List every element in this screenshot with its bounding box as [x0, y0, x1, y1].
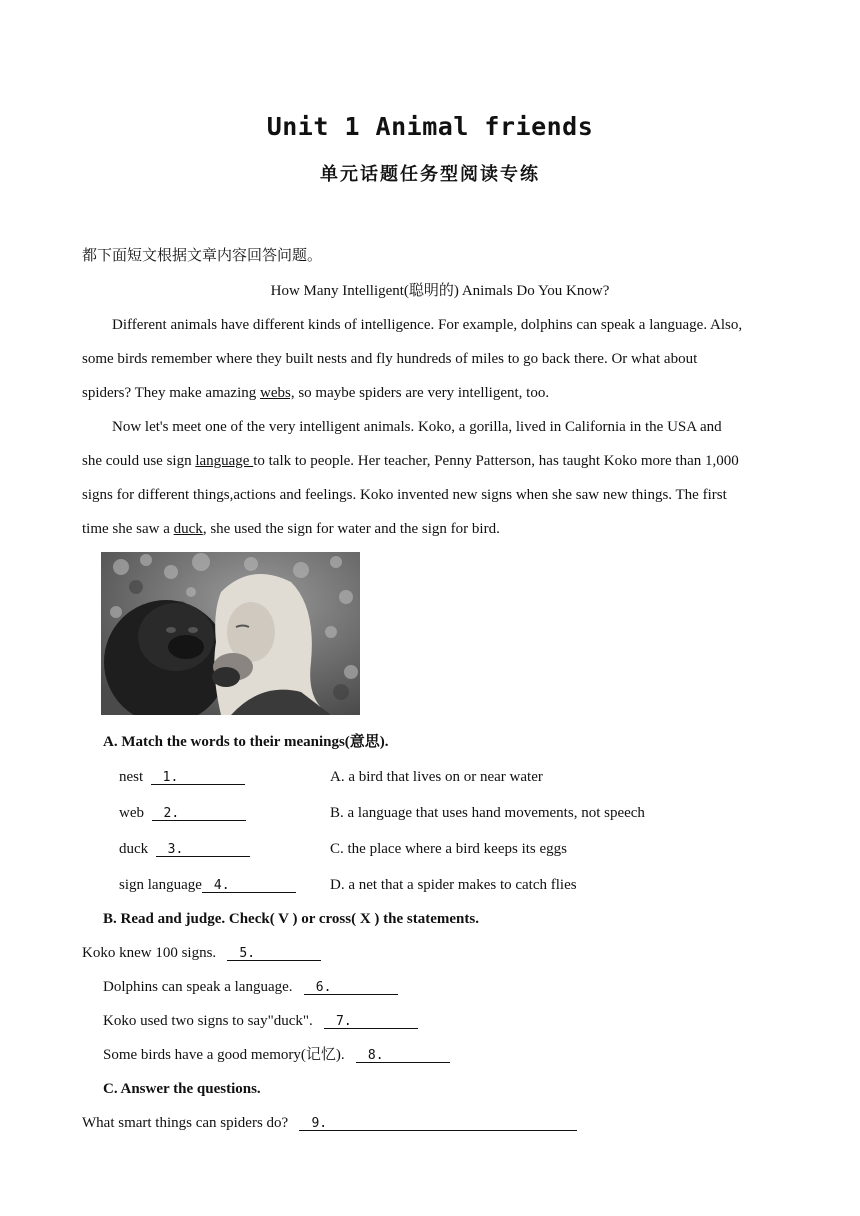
- match-item-duck: [119, 841, 250, 858]
- judge-item-7: [103, 1013, 418, 1030]
- statement-text: Koko used two signs to say"duck".: [103, 1013, 313, 1029]
- match-word: duck: [119, 841, 149, 857]
- gorilla-photo: [101, 552, 360, 715]
- page-title: Unit 1 Animal friends: [266, 112, 594, 141]
- passage-p2-line1: Now let's meet one of the very intelligent animals. Koko, a gorilla, lived in California in the USA and: [112, 419, 722, 435]
- section-c-heading: C. Answer the questions.: [103, 1081, 261, 1097]
- photo-gorilla-and-woman-icon: [101, 552, 360, 715]
- section-a-heading: A. Match the words to their meanings(意思).: [103, 734, 389, 750]
- meaning-b: B. a language that uses hand movements, not speech: [330, 805, 645, 821]
- meaning-c: C. the place where a bird keeps its eggs: [330, 841, 568, 857]
- statement-text: Dolphins can speak a language.: [103, 979, 293, 995]
- text-run: spiders? They make amazing: [82, 385, 260, 401]
- match-item-nest: [119, 769, 245, 786]
- passage-title: How Many Intelligent(聪明的) Animals Do You Know?: [270, 283, 610, 299]
- judge-item-5: [82, 945, 321, 962]
- passage-p2-line2: [82, 453, 739, 470]
- text-run: she could use sign: [82, 453, 196, 469]
- question-item-9: [82, 1115, 577, 1132]
- section-b-heading: B. Read and judge. Check( V ) or cross( X ) the statements.: [103, 911, 479, 927]
- judge-item-8: [103, 1047, 450, 1064]
- text-run: , she used the sign for water and the sign for bird.: [202, 521, 500, 537]
- match-word: web: [119, 805, 144, 821]
- passage-p2-line3: signs for different things,actions and feelings. Koko invented new signs when she saw new things. The first: [82, 487, 727, 503]
- answer-blank-4[interactable]: 4.: [202, 878, 296, 893]
- answer-blank-9[interactable]: 9.: [299, 1116, 577, 1131]
- answer-blank-7[interactable]: 7.: [324, 1014, 418, 1029]
- match-word: nest: [119, 769, 144, 785]
- meaning-d: D. a net that a spider makes to catch flies: [330, 877, 577, 893]
- judge-item-6: [103, 979, 398, 996]
- match-item-sign-language: [119, 877, 296, 894]
- text-run: to talk to people. Her teacher, Penny Patterson, has taught Koko more than 1,000: [253, 453, 739, 469]
- meaning-a: A. a bird that lives on or near water: [330, 769, 543, 785]
- text-run: so maybe spiders are very intelligent, too.: [294, 385, 550, 401]
- passage-p1-line2: some birds remember where they built nests and fly hundreds of miles to go back there. Or what about: [82, 351, 698, 367]
- passage-p1-line1: Different animals have different kinds of intelligence. For example, dolphins can speak a language. Also,: [112, 317, 743, 333]
- underlined-word-webs: webs,: [260, 385, 295, 401]
- passage-p1-line3: [82, 385, 549, 402]
- underlined-word-language: language: [195, 453, 254, 469]
- match-item-web: [119, 805, 246, 822]
- underlined-word-duck: duck: [173, 521, 203, 537]
- answer-blank-6[interactable]: 6.: [304, 980, 398, 995]
- answer-blank-3[interactable]: 3.: [156, 842, 250, 857]
- answer-blank-1[interactable]: 1.: [151, 770, 245, 785]
- statement-text: Koko knew 100 signs.: [82, 945, 217, 961]
- page-subtitle: 单元话题任务型阅读专练: [320, 164, 540, 185]
- answer-blank-2[interactable]: 2.: [152, 806, 246, 821]
- instruction: 都下面短文根据文章内容回答问题。: [82, 248, 323, 264]
- answer-blank-5[interactable]: 5.: [227, 946, 321, 961]
- question-text: What smart things can spiders do?: [82, 1115, 289, 1131]
- statement-text: Some birds have a good memory(记忆).: [103, 1047, 345, 1063]
- text-run: time she saw a: [82, 521, 174, 537]
- answer-blank-8[interactable]: 8.: [356, 1048, 450, 1063]
- passage-p2-line4: [82, 521, 500, 538]
- match-word: sign language: [119, 877, 202, 893]
